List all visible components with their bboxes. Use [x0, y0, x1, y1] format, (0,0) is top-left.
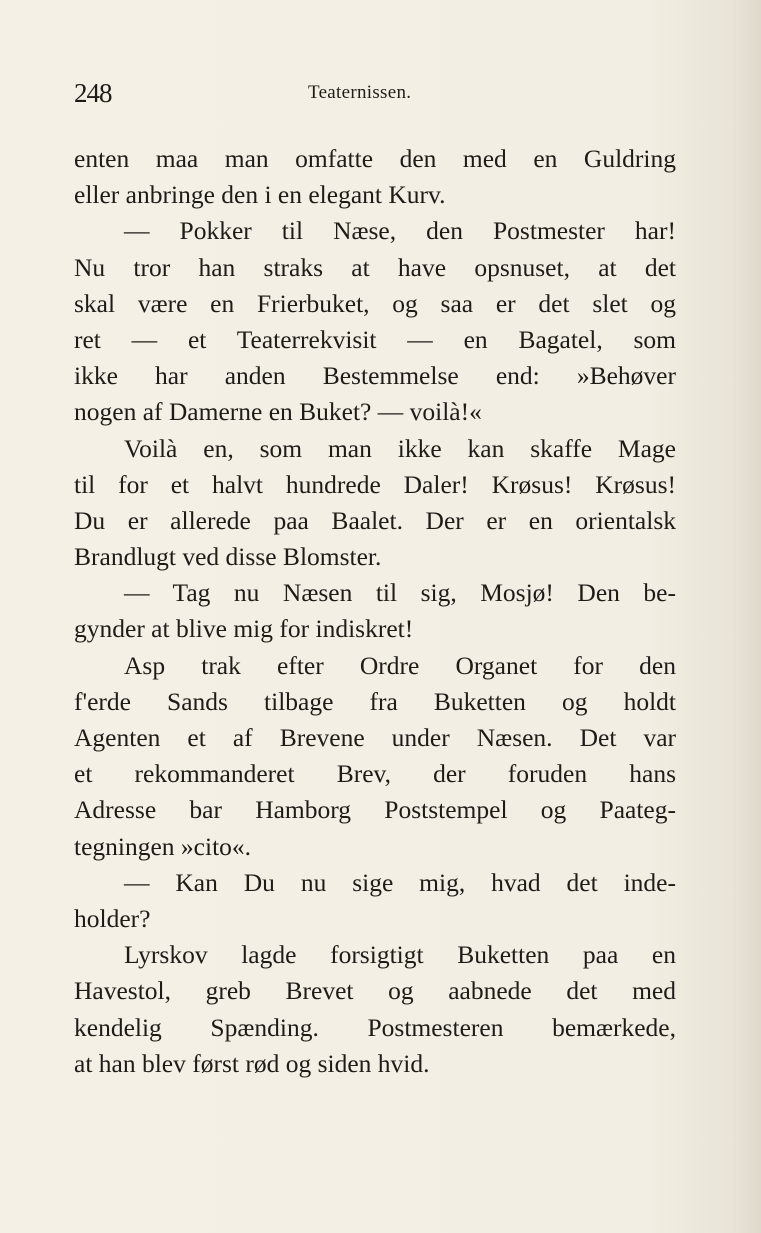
running-title: Teaternissen. — [308, 82, 412, 103]
text-line: nogen af Damerne en Buket? — voilà!« — [74, 397, 482, 427]
text-line: — Tag nu Næsen til sig, Mosjø! Den be- — [124, 578, 676, 608]
text-line: f'erde Sands tilbage fra Buketten og holdt — [74, 686, 676, 716]
text-line: Nu tror han straks at have opsnuset, at det — [74, 252, 676, 282]
text-line: skal være en Frierbuket, og saa er det slet og — [74, 288, 676, 318]
text-line: til for et halvt hundrede Daler! Krøsus! Krøsus! — [74, 469, 676, 499]
text-line: ikke har anden Bestemmelse end: »Behøver — [74, 361, 676, 391]
text-line: Brandlugt ved disse Blomster. — [74, 542, 382, 572]
text-line: Du er allerede paa Baalet. Der er en orientalsk — [74, 505, 676, 535]
text-line: holder? — [74, 903, 151, 933]
text-line: eller anbringe den i en elegant Kurv. — [74, 180, 446, 210]
text-line: kendelig Spænding. Postmesteren bemærkede, — [74, 1012, 676, 1042]
text-line: Agenten et af Brevene under Næsen. Det var — [74, 723, 676, 752]
text-line: Lyrskov lagde forsigtigt Buketten paa en — [124, 940, 676, 970]
text-line: tegningen »cito«. — [74, 831, 252, 861]
text-line: — Kan Du nu sige mig, hvad det inde- — [124, 867, 676, 897]
page-number: 248 — [74, 78, 112, 108]
page-header — [74, 74, 694, 114]
text-line: — Pokker til Næse, den Postmester har! — [124, 216, 676, 246]
text-line: at han blev først rød og siden hvid. — [74, 1048, 430, 1078]
text-line: enten maa man omfatte den med en Guldring — [74, 144, 676, 173]
text-line: Adresse bar Hamborg Poststempel og Paateg- — [74, 795, 676, 825]
text-line: Voilà en, som man ikke kan skaffe Mage — [124, 433, 676, 463]
text-line: ret — et Teaterrekvisit — en Bagatel, som — [74, 324, 676, 354]
text-line: Havestol, greb Brevet og aabnede det med — [74, 976, 676, 1006]
text-line: et rekommanderet Brev, der foruden hans — [74, 759, 676, 789]
text-line: Asp trak efter Ordre Organet for den — [124, 650, 676, 680]
text-line: gynder at blive mig for indiskret! — [74, 614, 414, 644]
body-text — [74, 141, 676, 1082]
